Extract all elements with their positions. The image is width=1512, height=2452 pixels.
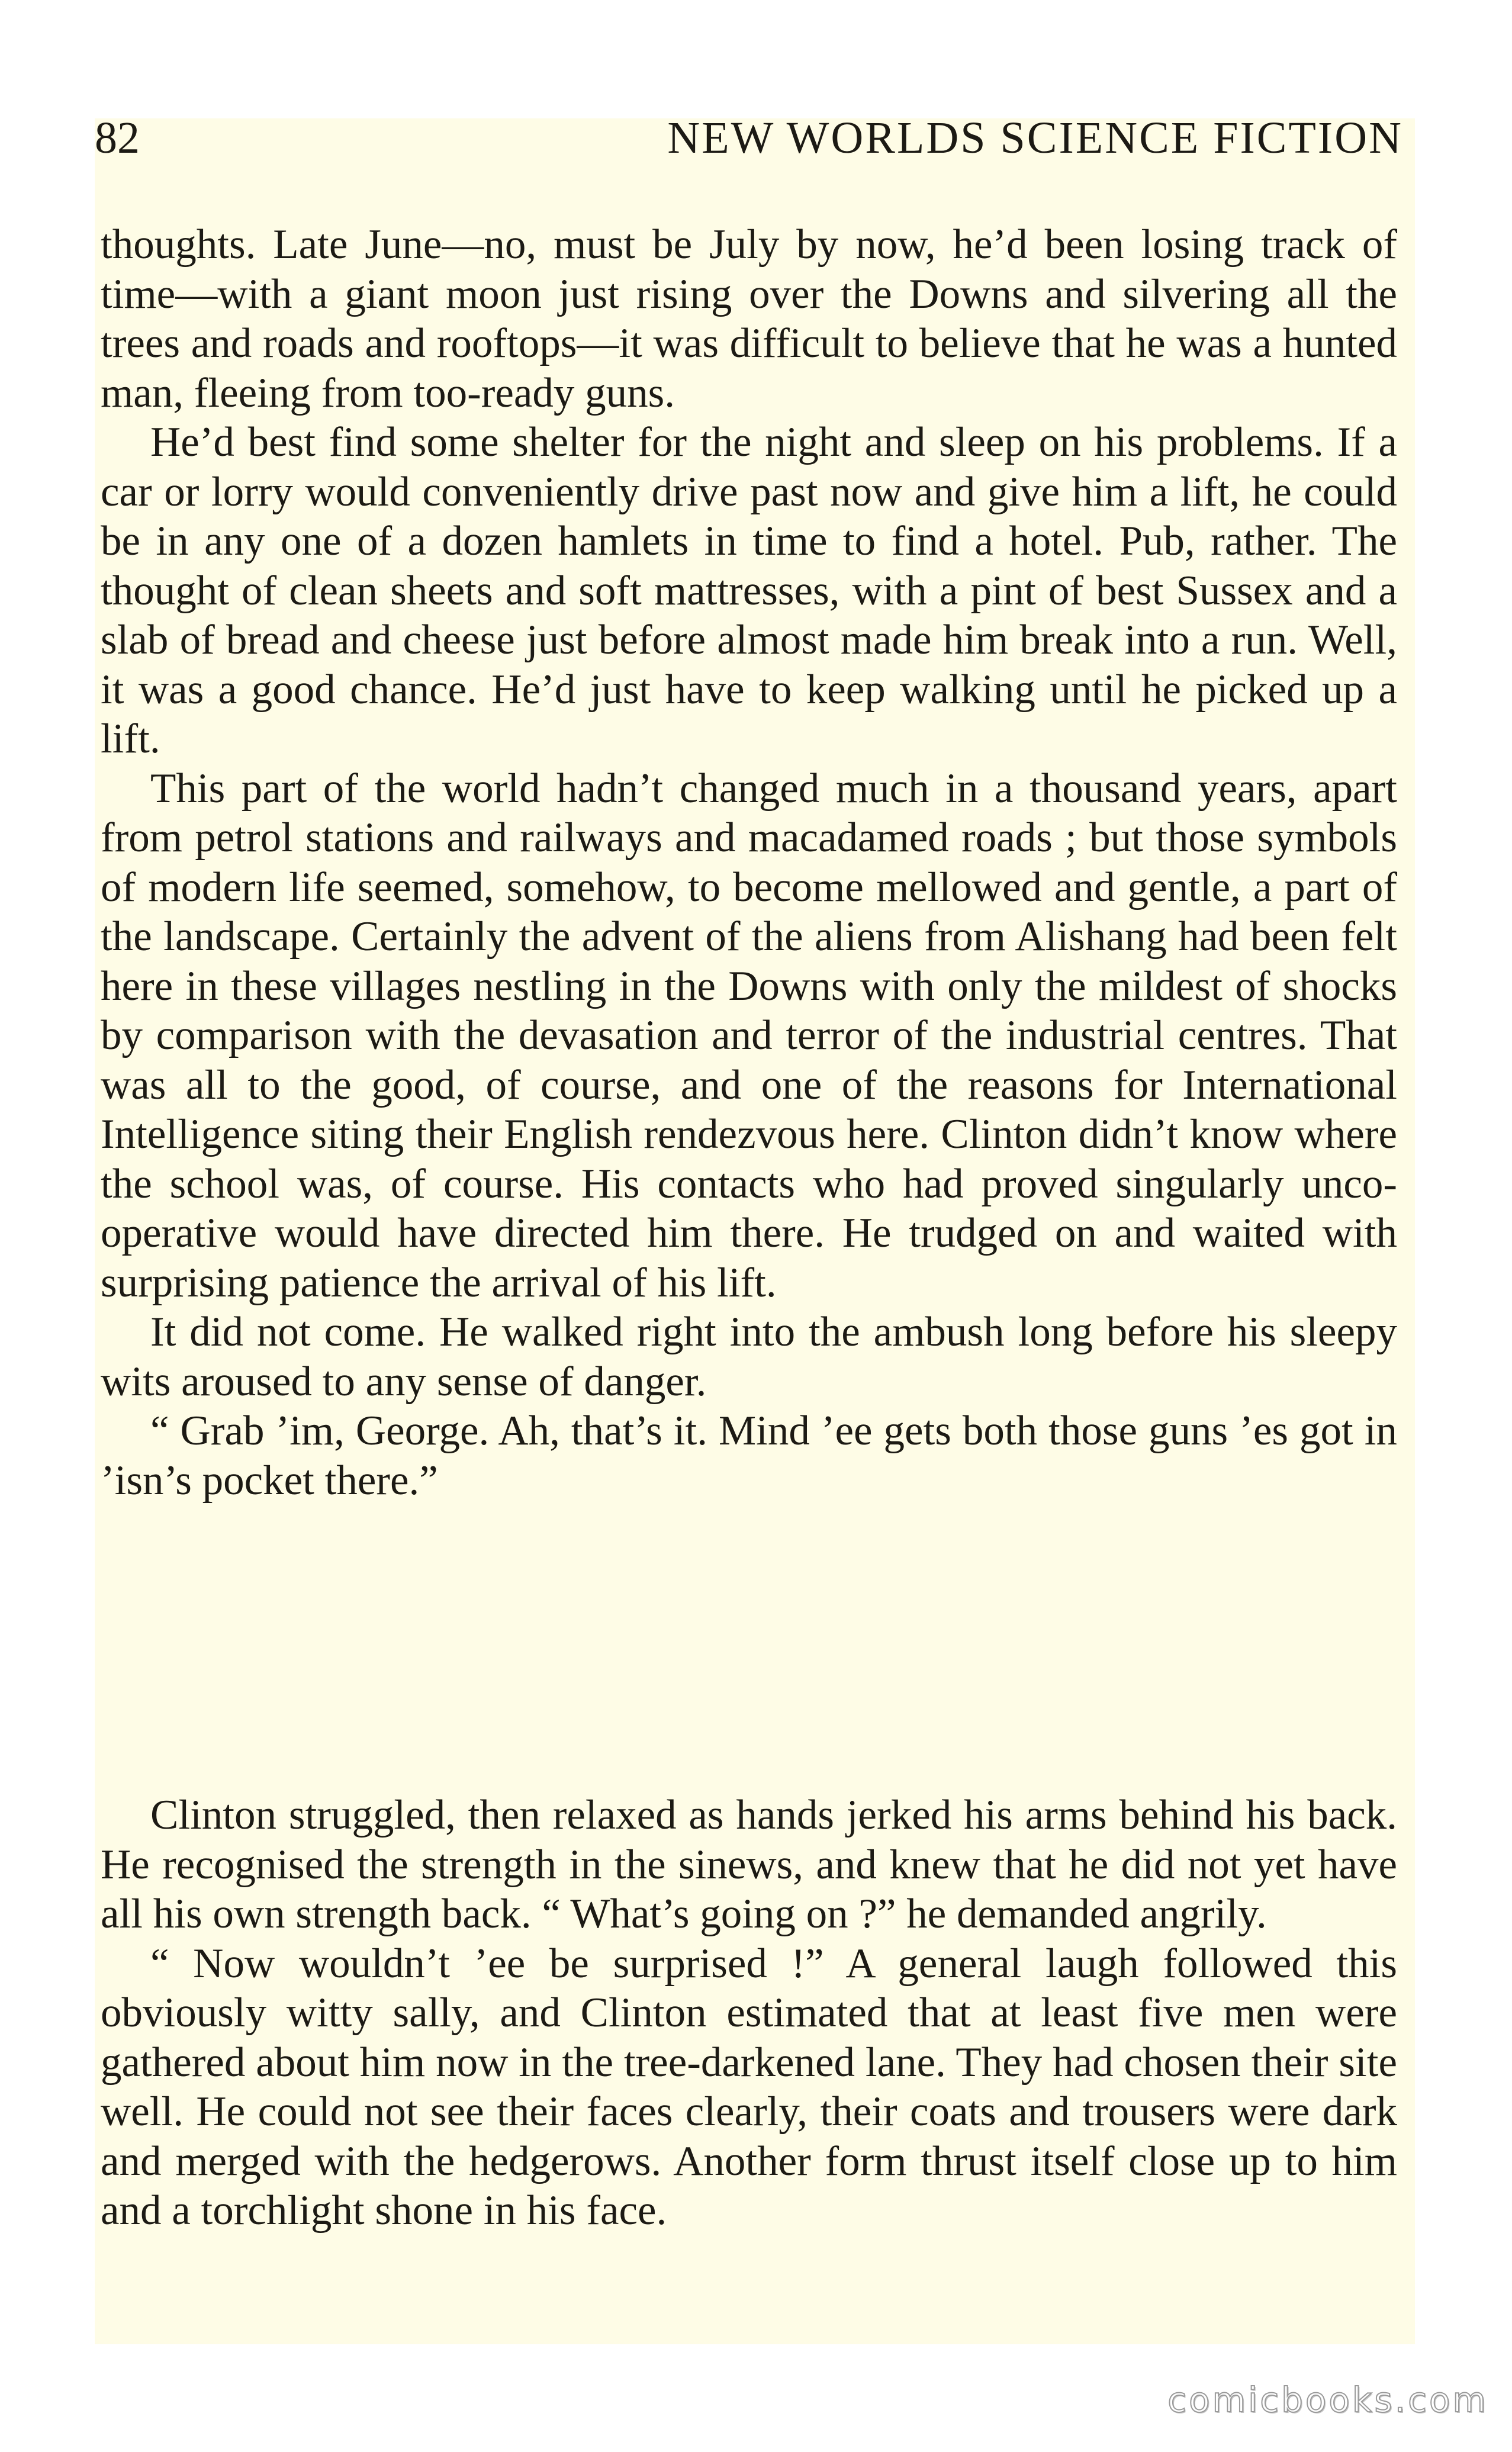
paragraph: This part of the world hadn’t changed much in a thousand years, apart from petrol stations and railways and macadamed roads ; but those symbols of modern life seemed, somehow, to become mellowed and gentle, a part of the landscape. Certainly the advent of the aliens from Alishang had been felt here in these villages nestling in the Downs with only the mildest of shocks by comparison with the devasation and terror of the industrial centres. That was all to the good, of course, and one of the reasons for International Intelligence siting their English rendezvous here. Clinton didn’t know where the school was, of course. His contacts who had proved singularly unco-operative would have directed him there. He trudged on and waited with surprising patience the arrival of his lift.: [101, 765, 1397, 1306]
paragraph: He’d best find some shelter for the night and sleep on his problems. If a car or lorry would conveniently drive past now and give him a lift, he could be in any one of a dozen hamlets in time to find a hotel. Pub, rather. The thought of clean sheets and soft mattresses, with a pint of best Sussex and a slab of bread and cheese just before almost made him break into a run. Well, it was a good chance. He’d just have to keep walking until he picked up a lift.: [101, 419, 1397, 762]
story-text-top: [101, 220, 1397, 1505]
story-text-bottom: [101, 1791, 1397, 2236]
paragraph: thoughts. Late June—no, must be July by now, he’d been losing track of time—with a giant moon just rising over the Downs and silvering all the trees and roads and rooftops—it was difficult to believe that he was a hunted man, fleeing from too-ready guns.: [101, 221, 1397, 416]
site-watermark: comicbooks.com: [1167, 2380, 1488, 2420]
paragraph: “ Now wouldn’t ’ee be surprised !” A general laugh followed this obviously witty sally, and Clinton estimated that at least five men were gathered about him now in the tree-darkened lane. They had chosen their site well. He could not see their faces clearly, their coats and trousers were dark and merged with the hedgerows. Another form thrust itself close up to him and a torchlight shone in his face.: [101, 1940, 1397, 2234]
page-number: 82: [95, 113, 140, 163]
magazine-title: NEW WORLDS SCIENCE FICTION: [667, 113, 1403, 163]
paragraph: “ Grab ’im, George. Ah, that’s it. Mind ’ee gets both those guns ’es got in ’isn’s pocket there.”: [101, 1408, 1397, 1504]
paragraph: Clinton struggled, then relaxed as hands jerked his arms behind his back. He recognised the strength in the sinews, and knew that he did not yet have all his own strength back. “ What’s going on ?” he demanded angrily.: [101, 1792, 1397, 1937]
running-header: [95, 112, 1403, 178]
paragraph: It did not come. He walked right into the ambush long before his sleepy wits aroused to any sense of danger.: [101, 1309, 1397, 1405]
